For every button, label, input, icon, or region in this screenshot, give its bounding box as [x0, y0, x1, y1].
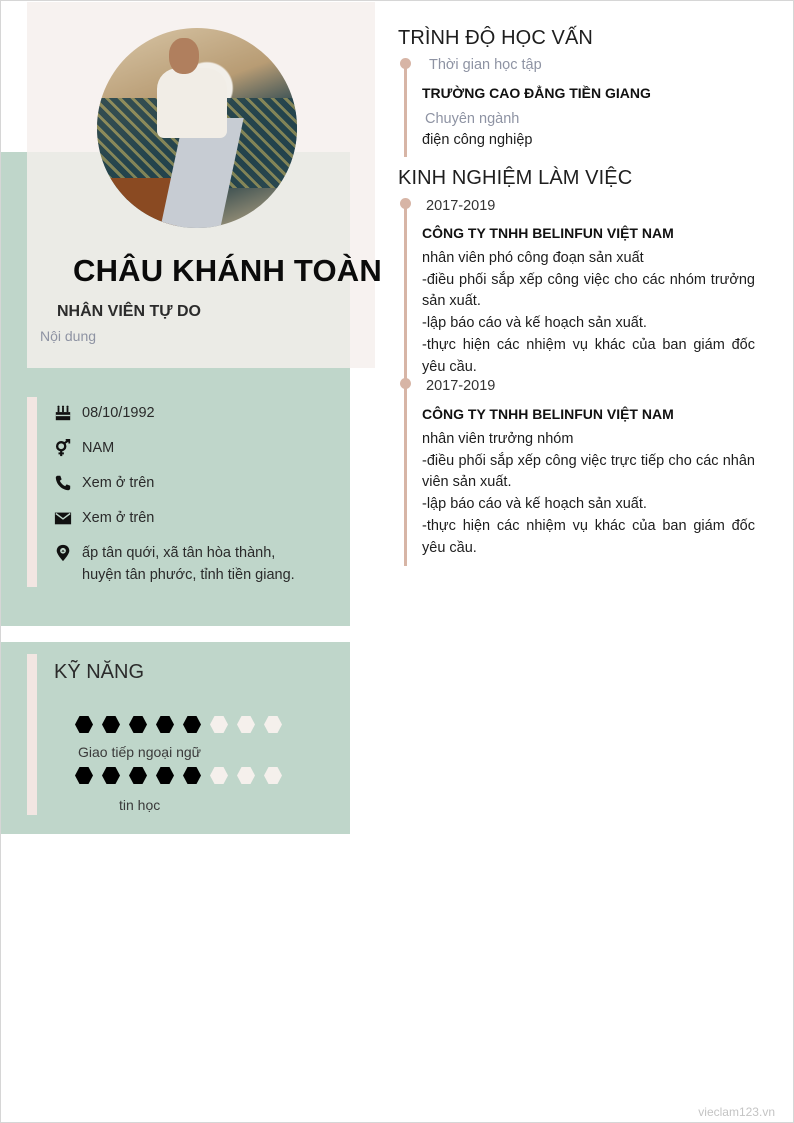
education-timeline-dot: [400, 58, 411, 69]
contact-birthday[interactable]: [53, 403, 155, 424]
education-title[interactable]: TRÌNH ĐỘ HỌC VẤN: [398, 27, 593, 49]
contact-email[interactable]: [53, 508, 154, 529]
skills-section: [1, 642, 350, 834]
birthday-cake-icon: [53, 403, 73, 423]
skills-accent-bar: [27, 654, 327, 815]
skill-rating-1[interactable]: [75, 716, 282, 733]
education-major-label[interactable]: Chuyên ngành: [425, 111, 520, 127]
experience-2-line: nhân viên trưởng nhóm: [422, 431, 574, 447]
rating-hex-filled: [156, 767, 174, 784]
experience-company-1[interactable]: CÔNG TY TNHH BELINFUN VIỆT NAM: [422, 225, 674, 241]
skill-rating-2[interactable]: [75, 767, 282, 784]
avatar-person-head: [169, 38, 199, 74]
experience-period-2[interactable]: 2017-2019: [426, 378, 496, 394]
skills-title[interactable]: KỸ NĂNG: [54, 661, 145, 683]
rating-hex-filled: [129, 767, 147, 784]
address-line-1: ấp tân quới, xã tân hòa thành,: [82, 545, 276, 561]
experience-title[interactable]: KINH NGHIỆM LÀM VIỆC: [398, 167, 633, 189]
contact-address[interactable]: [53, 543, 295, 586]
watermark: vieclam123.vn: [698, 1105, 775, 1119]
contact-gender[interactable]: [53, 438, 114, 459]
full-name[interactable]: CHÂU KHÁNH TOÀN: [73, 253, 382, 288]
rating-hex-empty: [264, 767, 282, 784]
intro-text[interactable]: Nội dung: [40, 328, 97, 344]
rating-hex-filled: [183, 716, 201, 733]
rating-hex-empty: [210, 767, 228, 784]
rating-hex-filled: [102, 767, 120, 784]
experience-description-2[interactable]: [422, 429, 755, 559]
email-value: Xem ở trên: [82, 510, 155, 526]
location-pin-icon: [53, 543, 73, 563]
rating-hex-filled: [102, 716, 120, 733]
skill-label-2[interactable]: tin học: [119, 797, 161, 813]
education-school[interactable]: TRƯỜNG CAO ĐẲNG TIỀN GIANG: [422, 85, 651, 101]
rating-hex-empty: [237, 716, 255, 733]
envelope-icon: [53, 508, 73, 528]
birthday-value: 08/10/1992: [82, 405, 155, 421]
experience-2-line: -điều phối sắp xếp công việc trực tiếp cho các nhân viên sản xuất.: [422, 452, 755, 491]
experience-description-1[interactable]: [422, 248, 755, 378]
rating-hex-filled: [156, 716, 174, 733]
experience-1-line: -thực hiện các nhiệm vụ khác của ban giám đốc yêu cầu.: [422, 336, 755, 375]
experience-company-2[interactable]: CÔNG TY TNHH BELINFUN VIỆT NAM: [422, 406, 674, 422]
skill-label-1[interactable]: Giao tiếp ngoại ngữ: [78, 744, 202, 760]
avatar-person-shirt: [157, 68, 227, 138]
gender-value: NAM: [82, 440, 115, 456]
address-line-2: huyện tân phước, tỉnh tiền giang.: [82, 567, 295, 583]
rating-hex-empty: [210, 716, 228, 733]
education-timeline-line: [404, 63, 407, 157]
experience-1-line: -lập báo cáo và kế hoạch sản xuất.: [422, 315, 647, 332]
phone-icon: [53, 473, 73, 493]
experience-timeline-dot-1: [400, 198, 411, 209]
rating-hex-empty: [237, 767, 255, 784]
rating-hex-filled: [183, 767, 201, 784]
gender-icon: [53, 438, 73, 458]
experience-1-line: nhân viên phó công đoạn sản xuất: [422, 250, 644, 266]
experience-2-line: -lập báo cáo và kế hoạch sản xuất.: [422, 496, 647, 513]
experience-period-1[interactable]: 2017-2019: [426, 198, 496, 214]
education-period[interactable]: Thời gian học tập: [429, 57, 542, 73]
rating-hex-empty: [264, 716, 282, 733]
experience-timeline-dot-2: [400, 378, 411, 389]
experience-1-line: -điều phối sắp xếp công việc cho các nhóm trưởng sản xuất.: [422, 271, 755, 310]
education-major[interactable]: điện công nghiệp: [422, 132, 533, 148]
avatar[interactable]: [97, 28, 297, 228]
phone-value: Xem ở trên: [82, 475, 155, 491]
contact-phone[interactable]: [53, 473, 154, 494]
rating-hex-filled: [75, 716, 93, 733]
rating-hex-filled: [129, 716, 147, 733]
rating-hex-filled: [75, 767, 93, 784]
experience-2-line: -thực hiện các nhiệm vụ khác của ban giám đốc yêu cầu.: [422, 517, 755, 556]
job-title[interactable]: NHÂN VIÊN TỰ DO: [57, 303, 201, 320]
address-value: [82, 542, 295, 586]
contact-section: [27, 397, 327, 587]
